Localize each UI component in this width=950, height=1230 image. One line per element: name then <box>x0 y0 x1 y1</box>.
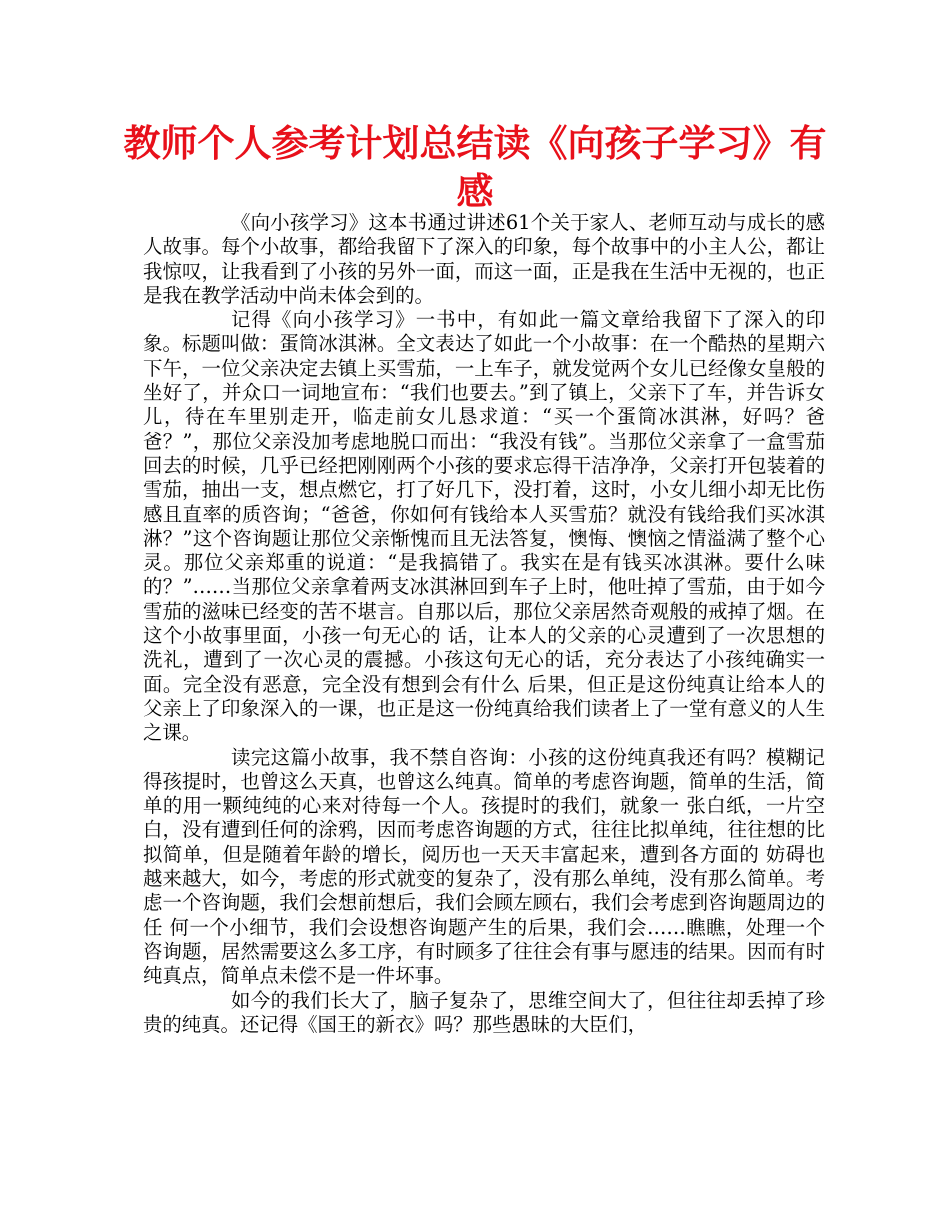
document-title: 教师个人参考计划总结读《向孩子学习》有感 <box>123 122 827 213</box>
document-body <box>143 211 825 1037</box>
paragraph: 记得《向小孩学习》一书中，有如此一篇文章给我留下了深入的印象。标题叫做：蛋筒冰淇淋。全文表达了如此一个小故事：在一个酷热的星期六下午，一位父亲决定去镇上买雪茄，一上车子，就发觉两个女儿已经像女皇般的坐好了，并众口一词地宣布：“我们也要去。”到了镇上，父亲下了车，并告诉女儿，待在车里别走开，临走前女儿恳求道：“买一个蛋筒冰淇淋，好吗？爸爸？”，那位父亲没加考虑地脱口而出：“我没有钱”。当那位父亲拿了一盒雪茄回去的时候，几乎已经把刚刚两个小孩的要求忘得干洁净净，父亲打开包装着的雪茄，抽出一支，想点燃它，打了好几下，没打着，这时，小女儿细小却无比伤感且直率的质咨询；“爸爸，你如何有钱给本人买雪茄？就没有钱给我们买冰淇淋？”这个咨询题让那位父亲惭愧而且无法答复，懊悔、懊恼之情溢满了整个心灵。那位父亲郑重的说道：“是我搞错了。我实在是有钱买冰淇淋。要什么味的？”……当那位父亲拿着两支冰淇淋回到车子上时，他吐掉了雪茄，由于如今雪茄的滋味已经变的苦不堪言。自那以后，那位父亲居然奇观般的戒掉了烟。在这个小故事里面，小孩一句无心的 话，让本人的父亲的心灵遭到了一次思想的洗礼，遭到了一次心灵的震撼。小孩这句无心的话，充分表达了小孩纯确实一面。完全没有恶意，完全没有想到会有什么 后果，但正是这份纯真让给本人的父亲上了印象深入的一课，也正是这一份纯真给我们读者上了一堂有意义的人生之课。 <box>143 308 825 745</box>
paragraph: 读完这篇小故事，我不禁自咨询：小孩的这份纯真我还有吗？模糊记得孩提时，也曾这么天真，也曾这么纯真。简单的考虑咨询题，简单的生活，简单的用一颗纯纯的心来对待每一个人。孩提时的我们，就象一 张白纸，一片空白，没有遭到任何的涂鸦，因而考虑咨询题的方式，往往比拟单纯，往往想的比拟简单，但是随着年龄的增长，阅历也一天天丰富起来，遭到各方面的 妨碍也越来越大，如今，考虑的形式就变的复杂了，没有那么单纯，没有那么简单。考虑一个咨询题，我们会想前想后，我们会顾左顾右，我们会考虑到咨询题周边的任 何一个小细节，我们会设想咨询题产生的后果，我们会……瞧瞧，处理一个咨询题，居然需要这么多工序，有时顾多了往往会有事与愿违的结果。因而有时纯真点，简单点未偿不是一件坏事。 <box>143 745 825 988</box>
paragraph: 《向小孩学习》这本书通过讲述61个关于家人、老师互动与成长的感人故事。每个小故事，都给我留下了深入的印象，每个故事中的小主人公，都让我惊叹，让我看到了小孩的另外一面，而这一面，正是我在生活中无视的，也正是我在教学活动中尚未体会到的。 <box>143 211 825 307</box>
paragraph: 如今的我们长大了，脑子复杂了，思维空间大了，但往往却丢掉了珍贵的纯真。还记得《国王的新衣》吗？那些愚昧的大臣们， <box>143 988 825 1036</box>
